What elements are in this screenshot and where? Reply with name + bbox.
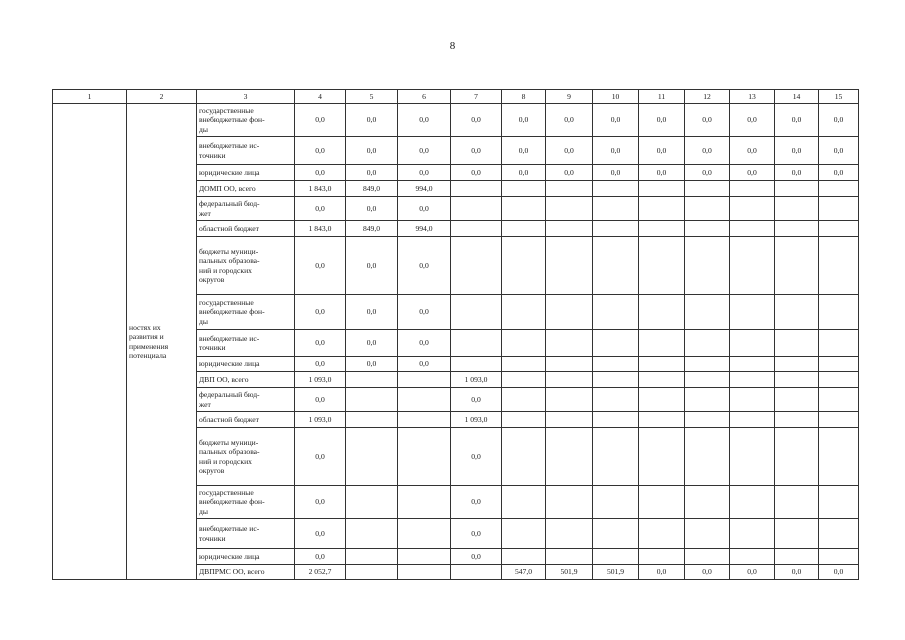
value-cell — [639, 388, 685, 412]
value-cell: 0,0 — [295, 330, 346, 357]
funding-source-cell: юридические лица — [197, 165, 295, 181]
value-cell: 0,0 — [819, 137, 859, 165]
value-cell: 0,0 — [593, 137, 639, 165]
value-cell: 0,0 — [398, 104, 451, 137]
value-cell — [639, 181, 685, 197]
value-cell — [639, 412, 685, 428]
value-cell — [451, 295, 502, 330]
value-cell — [819, 330, 859, 357]
value-cell — [639, 330, 685, 357]
value-cell: 0,0 — [546, 137, 593, 165]
value-cell — [819, 549, 859, 565]
value-cell — [502, 428, 546, 486]
value-cell: 0,0 — [295, 295, 346, 330]
value-cell: 0,0 — [775, 104, 819, 137]
value-cell — [685, 388, 730, 412]
value-cell: 0,0 — [593, 165, 639, 181]
value-cell — [546, 412, 593, 428]
value-cell: 1 843,0 — [295, 181, 346, 197]
value-cell: 0,0 — [593, 104, 639, 137]
value-cell — [593, 295, 639, 330]
value-cell — [775, 295, 819, 330]
value-cell: 547,0 — [502, 565, 546, 580]
value-cell — [639, 428, 685, 486]
value-cell — [593, 197, 639, 221]
value-cell: 0,0 — [346, 357, 398, 372]
value-cell — [685, 181, 730, 197]
value-cell — [685, 486, 730, 519]
value-cell — [775, 197, 819, 221]
value-cell — [819, 181, 859, 197]
value-cell — [451, 181, 502, 197]
value-cell — [819, 519, 859, 549]
value-cell — [730, 372, 775, 388]
value-cell: 0,0 — [819, 165, 859, 181]
column-number-cell: 6 — [398, 90, 451, 104]
funding-source-cell: внебюджетные ис- точники — [197, 137, 295, 165]
value-cell — [730, 428, 775, 486]
value-cell — [546, 372, 593, 388]
column-number-cell: 13 — [730, 90, 775, 104]
budget-table — [52, 89, 859, 580]
value-cell — [546, 221, 593, 237]
value-cell: 0,0 — [398, 197, 451, 221]
value-cell — [546, 237, 593, 295]
value-cell: 0,0 — [398, 237, 451, 295]
column-number-cell: 12 — [685, 90, 730, 104]
column-number-cell: 10 — [593, 90, 639, 104]
value-cell: 0,0 — [346, 237, 398, 295]
column-number-cell: 7 — [451, 90, 502, 104]
value-cell: 1 093,0 — [451, 372, 502, 388]
value-cell — [502, 221, 546, 237]
value-cell: 0,0 — [639, 104, 685, 137]
value-cell: 0,0 — [819, 565, 859, 580]
value-cell — [502, 197, 546, 221]
value-cell — [546, 295, 593, 330]
value-cell — [398, 388, 451, 412]
value-cell — [346, 372, 398, 388]
value-cell — [546, 181, 593, 197]
value-cell — [502, 486, 546, 519]
value-cell — [593, 388, 639, 412]
value-cell — [346, 412, 398, 428]
value-cell: 0,0 — [451, 549, 502, 565]
value-cell — [346, 519, 398, 549]
value-cell — [685, 330, 730, 357]
value-cell: 0,0 — [295, 549, 346, 565]
value-cell — [775, 221, 819, 237]
value-cell — [775, 412, 819, 428]
value-cell — [502, 519, 546, 549]
value-cell — [546, 330, 593, 357]
value-cell — [398, 549, 451, 565]
value-cell: 0,0 — [451, 137, 502, 165]
value-cell — [685, 549, 730, 565]
value-cell: 0,0 — [295, 519, 346, 549]
value-cell: 0,0 — [775, 565, 819, 580]
value-cell — [593, 357, 639, 372]
funding-source-cell: областной бюджет — [197, 412, 295, 428]
value-cell — [639, 357, 685, 372]
value-cell — [451, 197, 502, 221]
value-cell — [639, 237, 685, 295]
funding-source-cell: государственные внебюджетные фон- ды — [197, 486, 295, 519]
funding-source-cell: федеральный бюд- жет — [197, 388, 295, 412]
funding-source-cell: ДВП ОО, всего — [197, 372, 295, 388]
table-row — [53, 104, 859, 137]
value-cell — [775, 486, 819, 519]
column-number-cell: 1 — [53, 90, 127, 104]
value-cell: 0,0 — [685, 104, 730, 137]
value-cell — [639, 197, 685, 221]
value-cell: 0,0 — [502, 165, 546, 181]
value-cell: 0,0 — [451, 428, 502, 486]
value-cell — [546, 388, 593, 412]
column-number-cell: 9 — [546, 90, 593, 104]
value-cell: 0,0 — [775, 137, 819, 165]
value-cell — [775, 428, 819, 486]
funding-source-cell: областной бюджет — [197, 221, 295, 237]
value-cell — [398, 412, 451, 428]
value-cell: 1 093,0 — [295, 412, 346, 428]
value-cell — [502, 549, 546, 565]
value-cell — [685, 357, 730, 372]
value-cell — [593, 428, 639, 486]
value-cell — [730, 295, 775, 330]
funding-source-cell: юридические лица — [197, 357, 295, 372]
column-number-cell: 15 — [819, 90, 859, 104]
value-cell — [398, 486, 451, 519]
column-number-cell: 4 — [295, 90, 346, 104]
value-cell: 0,0 — [295, 165, 346, 181]
value-cell: 0,0 — [398, 357, 451, 372]
value-cell — [451, 565, 502, 580]
value-cell — [685, 428, 730, 486]
column-number-cell: 5 — [346, 90, 398, 104]
column-number-row — [53, 90, 859, 104]
value-cell — [502, 181, 546, 197]
value-cell: 0,0 — [295, 197, 346, 221]
value-cell — [346, 388, 398, 412]
value-cell — [775, 357, 819, 372]
column-1-cell — [53, 104, 127, 580]
value-cell: 1 093,0 — [451, 412, 502, 428]
value-cell: 0,0 — [775, 165, 819, 181]
value-cell — [593, 221, 639, 237]
value-cell: 0,0 — [730, 104, 775, 137]
value-cell: 0,0 — [295, 357, 346, 372]
funding-source-cell: федеральный бюд- жет — [197, 197, 295, 221]
value-cell: 0,0 — [295, 137, 346, 165]
value-cell — [730, 237, 775, 295]
value-cell: 0,0 — [639, 137, 685, 165]
value-cell — [775, 372, 819, 388]
value-cell: 0,0 — [346, 197, 398, 221]
value-cell — [730, 197, 775, 221]
value-cell: 994,0 — [398, 221, 451, 237]
funding-source-cell: государственные внебюджетные фон- ды — [197, 104, 295, 137]
value-cell: 0,0 — [639, 165, 685, 181]
value-cell — [730, 357, 775, 372]
value-cell — [502, 372, 546, 388]
value-cell — [451, 357, 502, 372]
value-cell — [819, 412, 859, 428]
value-cell: 0,0 — [295, 486, 346, 519]
value-cell: 0,0 — [546, 165, 593, 181]
column-number-cell: 8 — [502, 90, 546, 104]
value-cell: 0,0 — [398, 330, 451, 357]
funding-source-cell: ДОМП ОО, всего — [197, 181, 295, 197]
value-cell — [346, 428, 398, 486]
value-cell — [730, 486, 775, 519]
column-number-cell: 2 — [127, 90, 197, 104]
funding-source-cell: бюджеты муници- пальных образова- ний и городских округов — [197, 428, 295, 486]
value-cell — [593, 486, 639, 519]
value-cell — [685, 237, 730, 295]
value-cell — [775, 181, 819, 197]
value-cell: 0,0 — [502, 104, 546, 137]
value-cell — [819, 372, 859, 388]
value-cell — [593, 519, 639, 549]
value-cell — [639, 295, 685, 330]
value-cell — [819, 486, 859, 519]
value-cell — [546, 357, 593, 372]
value-cell: 0,0 — [346, 104, 398, 137]
value-cell — [346, 565, 398, 580]
value-cell: 0,0 — [546, 104, 593, 137]
value-cell — [819, 428, 859, 486]
value-cell: 0,0 — [295, 388, 346, 412]
value-cell — [546, 486, 593, 519]
value-cell: 0,0 — [685, 565, 730, 580]
funding-source-cell: внебюджетные ис- точники — [197, 330, 295, 357]
value-cell — [730, 330, 775, 357]
value-cell: 0,0 — [398, 165, 451, 181]
value-cell: 849,0 — [346, 221, 398, 237]
value-cell — [819, 295, 859, 330]
value-cell — [398, 565, 451, 580]
value-cell: 1 843,0 — [295, 221, 346, 237]
value-cell — [502, 237, 546, 295]
value-cell — [730, 549, 775, 565]
value-cell — [730, 388, 775, 412]
value-cell — [775, 330, 819, 357]
value-cell — [398, 519, 451, 549]
value-cell: 0,0 — [346, 330, 398, 357]
value-cell: 0,0 — [346, 295, 398, 330]
column-number-cell: 11 — [639, 90, 685, 104]
value-cell — [593, 549, 639, 565]
value-cell — [775, 549, 819, 565]
value-cell — [502, 295, 546, 330]
value-cell — [451, 221, 502, 237]
value-cell — [775, 519, 819, 549]
value-cell: 0,0 — [346, 165, 398, 181]
value-cell — [593, 372, 639, 388]
value-cell: 0,0 — [730, 565, 775, 580]
value-cell: 994,0 — [398, 181, 451, 197]
value-cell — [639, 221, 685, 237]
value-cell — [819, 237, 859, 295]
funding-source-cell: государственные внебюджетные фон- ды — [197, 295, 295, 330]
value-cell: 0,0 — [685, 137, 730, 165]
value-cell — [819, 221, 859, 237]
value-cell — [346, 549, 398, 565]
value-cell: 0,0 — [730, 165, 775, 181]
value-cell — [398, 372, 451, 388]
value-cell: 0,0 — [295, 104, 346, 137]
value-cell: 0,0 — [451, 388, 502, 412]
value-cell: 0,0 — [451, 165, 502, 181]
value-cell — [819, 388, 859, 412]
value-cell — [730, 181, 775, 197]
value-cell — [502, 388, 546, 412]
funding-source-cell: внебюджетные ис- точники — [197, 519, 295, 549]
value-cell: 0,0 — [502, 137, 546, 165]
value-cell — [775, 388, 819, 412]
value-cell: 1 093,0 — [295, 372, 346, 388]
value-cell — [685, 295, 730, 330]
value-cell: 0,0 — [398, 137, 451, 165]
value-cell — [775, 237, 819, 295]
value-cell: 849,0 — [346, 181, 398, 197]
funding-source-cell: юридические лица — [197, 549, 295, 565]
value-cell: 2 052,7 — [295, 565, 346, 580]
value-cell — [502, 412, 546, 428]
value-cell — [685, 519, 730, 549]
column-number-cell: 14 — [775, 90, 819, 104]
value-cell — [685, 221, 730, 237]
value-cell — [346, 486, 398, 519]
value-cell — [593, 237, 639, 295]
value-cell — [685, 372, 730, 388]
value-cell — [685, 412, 730, 428]
value-cell: 0,0 — [398, 295, 451, 330]
value-cell — [730, 412, 775, 428]
value-cell — [819, 197, 859, 221]
value-cell: 501,9 — [593, 565, 639, 580]
funding-source-cell: бюджеты муници- пальных образова- ний и городских округов — [197, 237, 295, 295]
value-cell: 0,0 — [295, 237, 346, 295]
page-number: 8 — [449, 40, 456, 52]
value-cell: 0,0 — [451, 104, 502, 137]
value-cell — [639, 519, 685, 549]
value-cell — [639, 372, 685, 388]
value-cell: 0,0 — [685, 165, 730, 181]
value-cell — [451, 330, 502, 357]
value-cell — [398, 428, 451, 486]
value-cell — [451, 237, 502, 295]
value-cell — [546, 519, 593, 549]
value-cell — [502, 357, 546, 372]
value-cell — [593, 330, 639, 357]
value-cell — [546, 428, 593, 486]
value-cell — [819, 357, 859, 372]
value-cell: 0,0 — [819, 104, 859, 137]
column-number-cell: 3 — [197, 90, 295, 104]
value-cell — [593, 412, 639, 428]
value-cell — [593, 181, 639, 197]
value-cell — [639, 549, 685, 565]
value-cell — [546, 549, 593, 565]
value-cell: 0,0 — [730, 137, 775, 165]
value-cell — [502, 330, 546, 357]
value-cell — [730, 519, 775, 549]
funding-source-cell: ДВПРМС ОО, всего — [197, 565, 295, 580]
value-cell — [546, 197, 593, 221]
value-cell: 0,0 — [346, 137, 398, 165]
value-cell: 0,0 — [639, 565, 685, 580]
event-name-cell: ностях их развития и применения потенциала — [127, 104, 197, 580]
value-cell: 0,0 — [451, 519, 502, 549]
value-cell: 0,0 — [295, 428, 346, 486]
value-cell — [639, 486, 685, 519]
value-cell — [685, 197, 730, 221]
value-cell: 501,9 — [546, 565, 593, 580]
value-cell: 0,0 — [451, 486, 502, 519]
value-cell — [730, 221, 775, 237]
